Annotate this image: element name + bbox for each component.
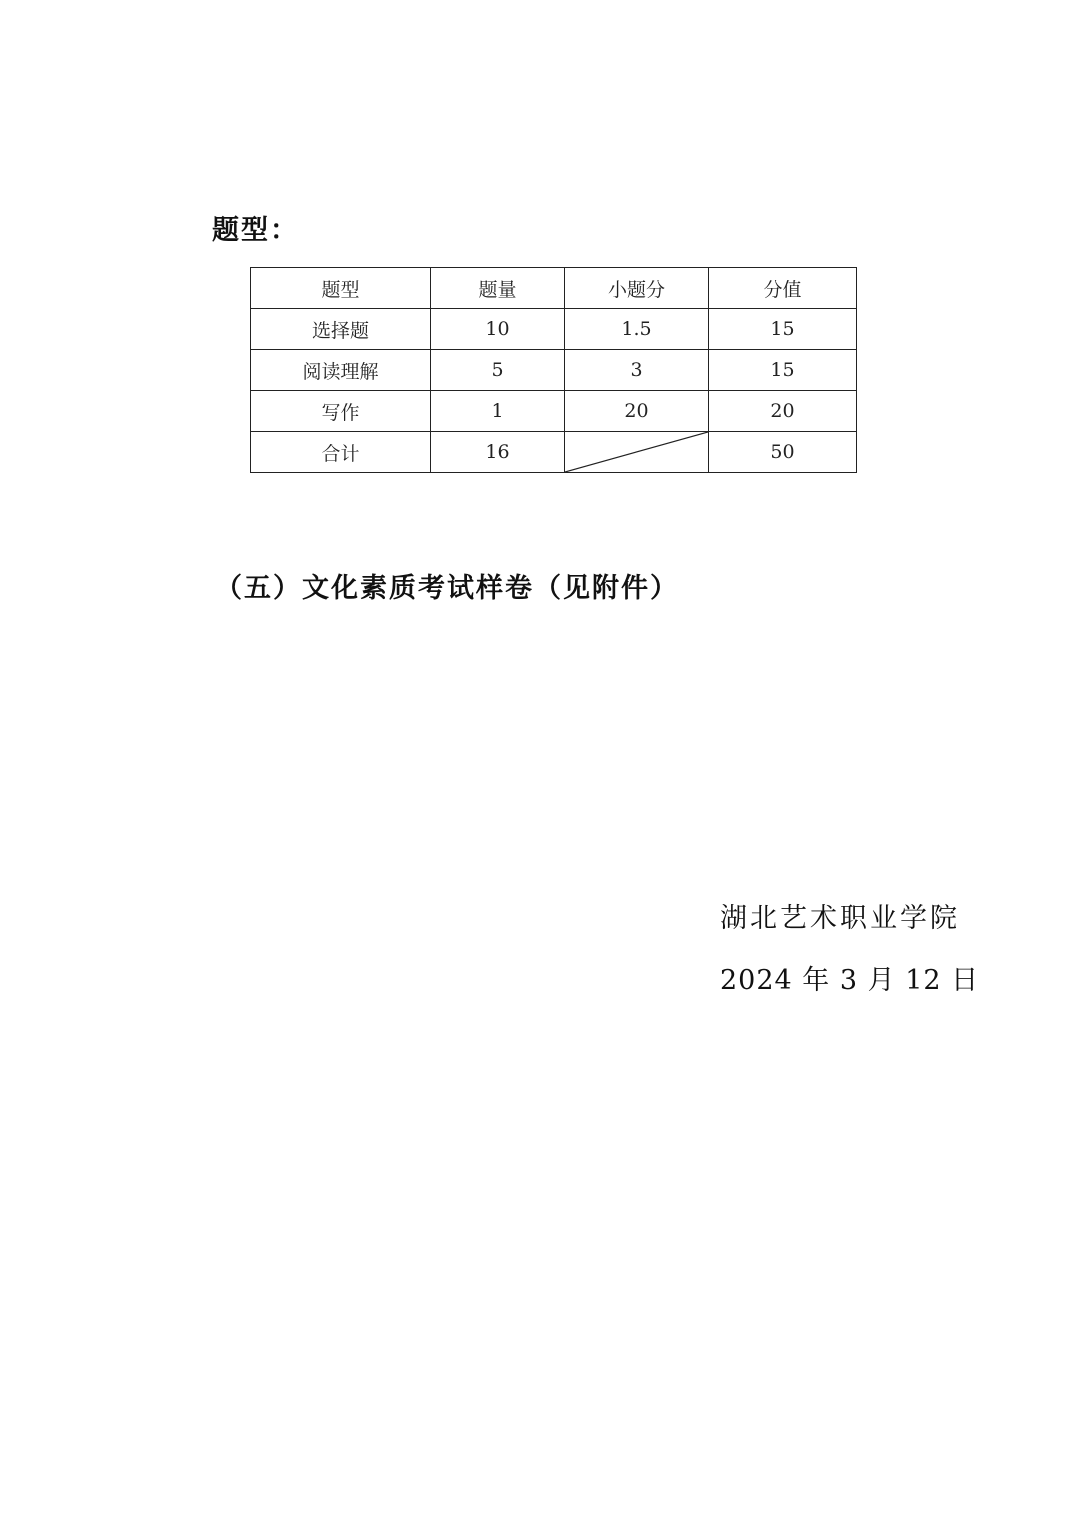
- table-header-cell: 分值: [709, 268, 857, 309]
- table-header-cell: 题量: [431, 268, 565, 309]
- signature-institution: 湖北艺术职业学院: [720, 903, 960, 934]
- section-title: （五）文化素质考试样卷（见附件）: [215, 573, 679, 604]
- table-cell: 15: [709, 350, 857, 391]
- table-header-cell: 题型: [251, 268, 431, 309]
- table-cell: 3: [565, 350, 709, 391]
- signature-date: 2024 年 3 月 12 日: [720, 965, 980, 996]
- table-row: [251, 391, 857, 432]
- table-cell: 阅读理解: [251, 350, 431, 391]
- table-row: [251, 309, 857, 350]
- table-cell: 5: [431, 350, 565, 391]
- table-header-cell: 小题分: [565, 268, 709, 309]
- question-type-heading: 题型：: [212, 215, 299, 246]
- diagonal-slash-line: [565, 432, 708, 472]
- table-row: [251, 350, 857, 391]
- table-cell: 16: [431, 432, 565, 473]
- table-cell: 合计: [251, 432, 431, 473]
- table-cell: 20: [709, 391, 857, 432]
- diagonal-empty-cell: [565, 432, 709, 473]
- table-cell: 20: [565, 391, 709, 432]
- table-cell: 50: [709, 432, 857, 473]
- table-cell: 选择题: [251, 309, 431, 350]
- table-header-row: [251, 268, 857, 309]
- table-cell: 1.5: [565, 309, 709, 350]
- question-type-table: [250, 267, 857, 473]
- table-cell: 10: [431, 309, 565, 350]
- table-total-row: [251, 432, 857, 473]
- table-cell: 写作: [251, 391, 431, 432]
- table-cell: 1: [431, 391, 565, 432]
- table-cell: 15: [709, 309, 857, 350]
